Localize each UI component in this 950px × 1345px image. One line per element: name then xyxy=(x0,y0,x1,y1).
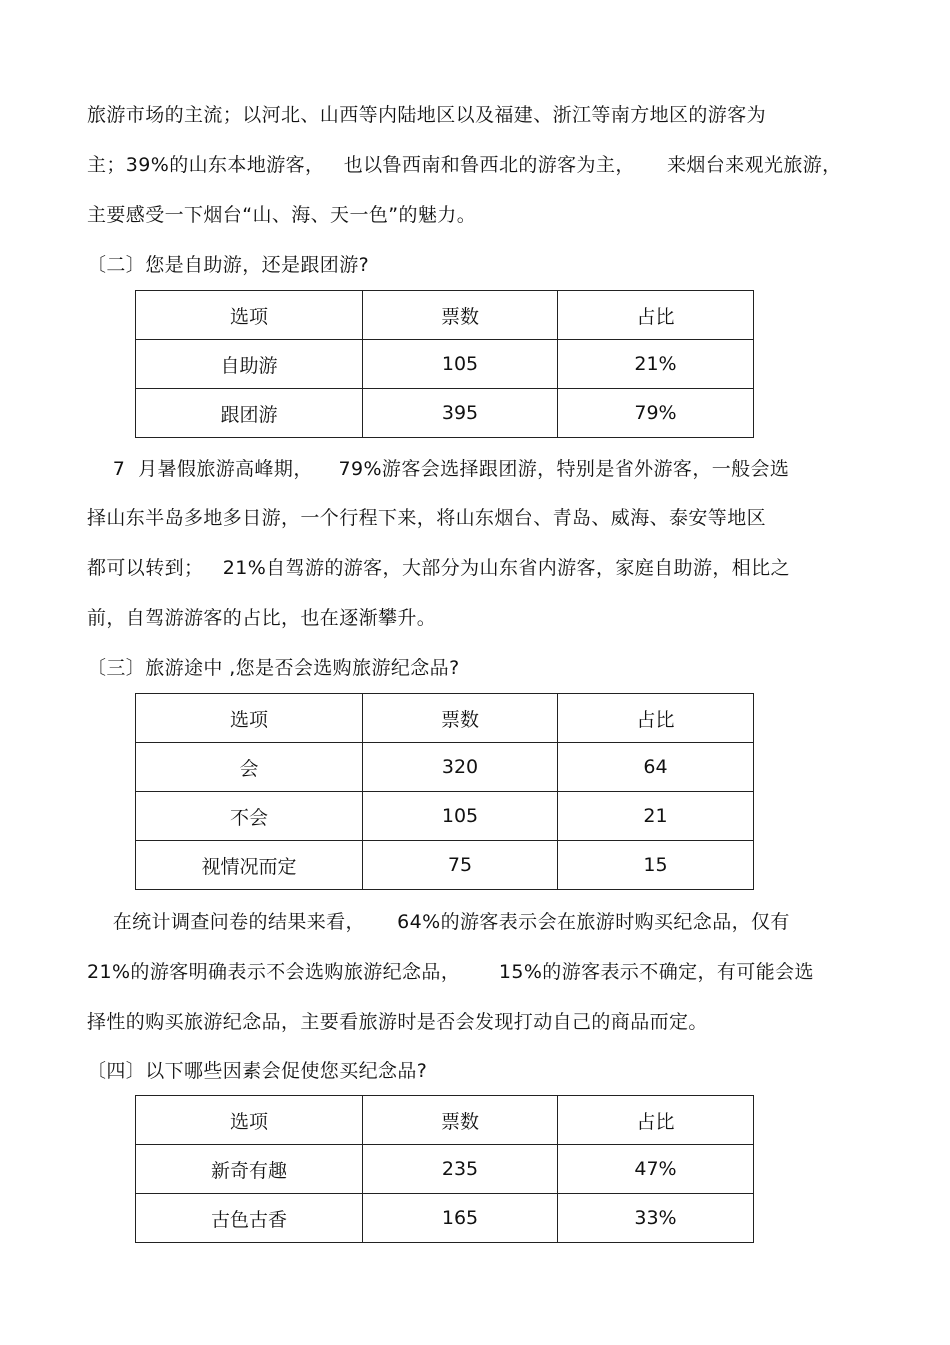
table-row xyxy=(136,841,754,890)
cell-ratio: 64 xyxy=(558,743,754,792)
table-header-row xyxy=(136,694,754,743)
header-ratio: 占比 xyxy=(558,694,754,743)
table-question-2 xyxy=(135,290,754,438)
table-row xyxy=(136,1194,754,1243)
cell-ratio: 79% xyxy=(558,389,754,438)
cell-option: 古色古香 xyxy=(136,1194,363,1243)
cell-option: 跟团游 xyxy=(136,389,363,438)
intro-line-3: 主要感受一下烟台“山、海、天一色”的魅力。 xyxy=(87,204,477,226)
header-option: 选项 xyxy=(136,1096,363,1145)
cell-ratio: 15 xyxy=(558,841,754,890)
cell-option: 会 xyxy=(136,743,363,792)
q2-paragraph-line-1: 7 月暑假旅游高峰期， 79%游客会选择跟团游，特别是省外游客，一般会选 xyxy=(87,458,790,480)
table-row xyxy=(136,792,754,841)
cell-ratio: 33% xyxy=(558,1194,754,1243)
cell-votes: 320 xyxy=(363,743,558,792)
cell-votes: 165 xyxy=(363,1194,558,1243)
cell-votes: 75 xyxy=(363,841,558,890)
cell-option: 新奇有趣 xyxy=(136,1145,363,1194)
table-question-3 xyxy=(135,693,754,890)
table-row xyxy=(136,340,754,389)
intro-line-1: 旅游市场的主流；以河北、山西等内陆地区以及福建、浙江等南方地区的游客为 xyxy=(87,104,767,126)
cell-option: 不会 xyxy=(136,792,363,841)
cell-votes: 105 xyxy=(363,792,558,841)
table-header-row xyxy=(136,1096,754,1145)
header-option: 选项 xyxy=(136,694,363,743)
intro-line-2: 主；39%的山东本地游客， 也以鲁西南和鲁西北的游客为主， 来烟台来观光旅游， xyxy=(87,154,842,176)
header-ratio: 占比 xyxy=(558,291,754,340)
question-2-title: 〔二〕您是自助游，还是跟团游? xyxy=(87,254,370,276)
q2-paragraph-line-4: 前，自驾游游客的占比，也在逐渐攀升。 xyxy=(87,607,437,629)
table-question-4 xyxy=(135,1095,754,1243)
cell-ratio: 21 xyxy=(558,792,754,841)
cell-ratio: 21% xyxy=(558,340,754,389)
table-header-row xyxy=(136,291,754,340)
cell-votes: 235 xyxy=(363,1145,558,1194)
q3-paragraph-line-1: 在统计调查问卷的结果来看， 64%的游客表示会在旅游时购买纪念品，仅有 xyxy=(87,911,790,933)
cell-votes: 105 xyxy=(363,340,558,389)
q3-paragraph-line-3: 择性的购买旅游纪念品，主要看旅游时是否会发现打动自己的商品而定。 xyxy=(87,1011,708,1033)
header-votes: 票数 xyxy=(363,1096,558,1145)
question-4-title: 〔四〕以下哪些因素会促使您买纪念品? xyxy=(87,1060,428,1082)
header-option: 选项 xyxy=(136,291,363,340)
header-votes: 票数 xyxy=(363,694,558,743)
q2-paragraph-line-2: 择山东半岛多地多日游，一个行程下来，将山东烟台、青岛、威海、泰安等地区 xyxy=(87,507,767,529)
cell-ratio: 47% xyxy=(558,1145,754,1194)
question-3-title: 〔三〕旅游途中 ,您是否会选购旅游纪念品? xyxy=(87,657,460,679)
table-row xyxy=(136,743,754,792)
table-row xyxy=(136,1145,754,1194)
q3-paragraph-line-2: 21%的游客明确表示不会选购旅游纪念品， 15%的游客表示不确定，有可能会选 xyxy=(87,961,814,983)
cell-votes: 395 xyxy=(363,389,558,438)
cell-option: 自助游 xyxy=(136,340,363,389)
header-votes: 票数 xyxy=(363,291,558,340)
q2-paragraph-line-3: 都可以转到； 21%自驾游的游客，大部分为山东省内游客，家庭自助游，相比之 xyxy=(87,557,790,579)
table-row xyxy=(136,389,754,438)
cell-option: 视情况而定 xyxy=(136,841,363,890)
header-ratio: 占比 xyxy=(558,1096,754,1145)
